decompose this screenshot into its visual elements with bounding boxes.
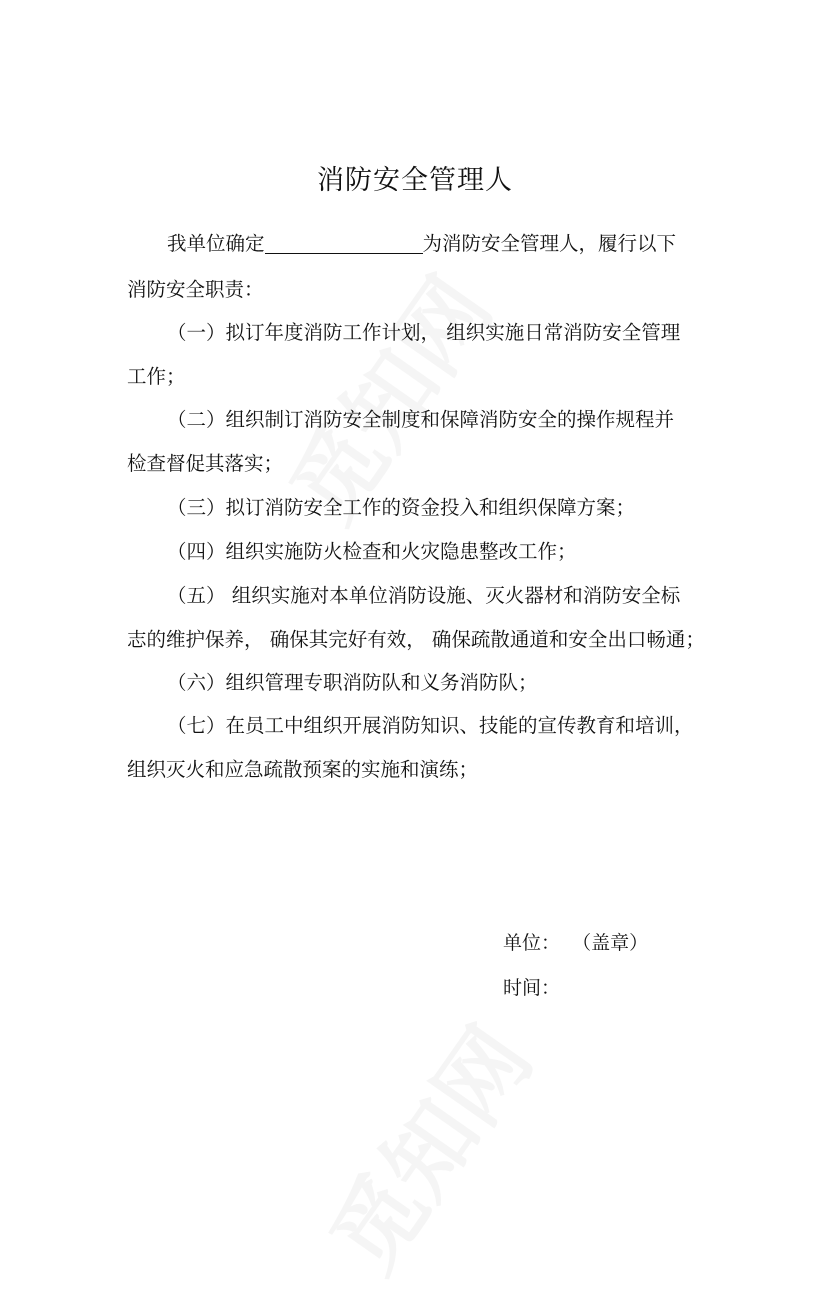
signature-time: 时间： xyxy=(503,977,561,999)
unit-label: 单位： xyxy=(503,932,561,954)
body-line: （六）组织管理专职消防队和义务消防队； xyxy=(167,671,538,694)
body-line: （一）拟订年度消防工作计划， 组织实施日常消防安全管理 xyxy=(167,321,681,344)
body-line: 志的维护保养， 确保其完好有效， 确保疏散通道和安全出口畅通； xyxy=(127,628,705,651)
body-line: 工作； xyxy=(127,365,186,388)
watermark xyxy=(294,997,555,1293)
seal-label: （盖章） xyxy=(572,932,649,954)
body-line: （七）在员工中组织开展消防知识、技能的宣传教育和培训， xyxy=(167,714,694,737)
intro-line xyxy=(167,231,676,257)
body-line: 检查督促其落实； xyxy=(127,452,284,475)
body-line: （三）拟订消防安全工作的资金投入和组织保障方案； xyxy=(167,496,636,519)
intro-after: 为消防安全管理人，履行以下 xyxy=(422,232,677,255)
signature-unit xyxy=(503,928,648,955)
body-line: （五） 组织实施对本单位消防设施、灭火器材和消防安全标 xyxy=(167,584,681,607)
document-title: 消防安全管理人 xyxy=(317,165,513,196)
intro-before: 我单位确定 xyxy=(167,232,265,255)
body-line: （二）组织制订消防安全制度和保障消防安全的操作规程并 xyxy=(167,408,675,431)
body-line: 消防安全职责： xyxy=(127,278,264,301)
name-blank-field[interactable] xyxy=(265,233,423,254)
body-line: （四）组织实施防火检查和火灾隐患整改工作； xyxy=(167,540,577,563)
body-line: 组织灭火和应急疏散预案的实施和演练； xyxy=(127,758,479,781)
